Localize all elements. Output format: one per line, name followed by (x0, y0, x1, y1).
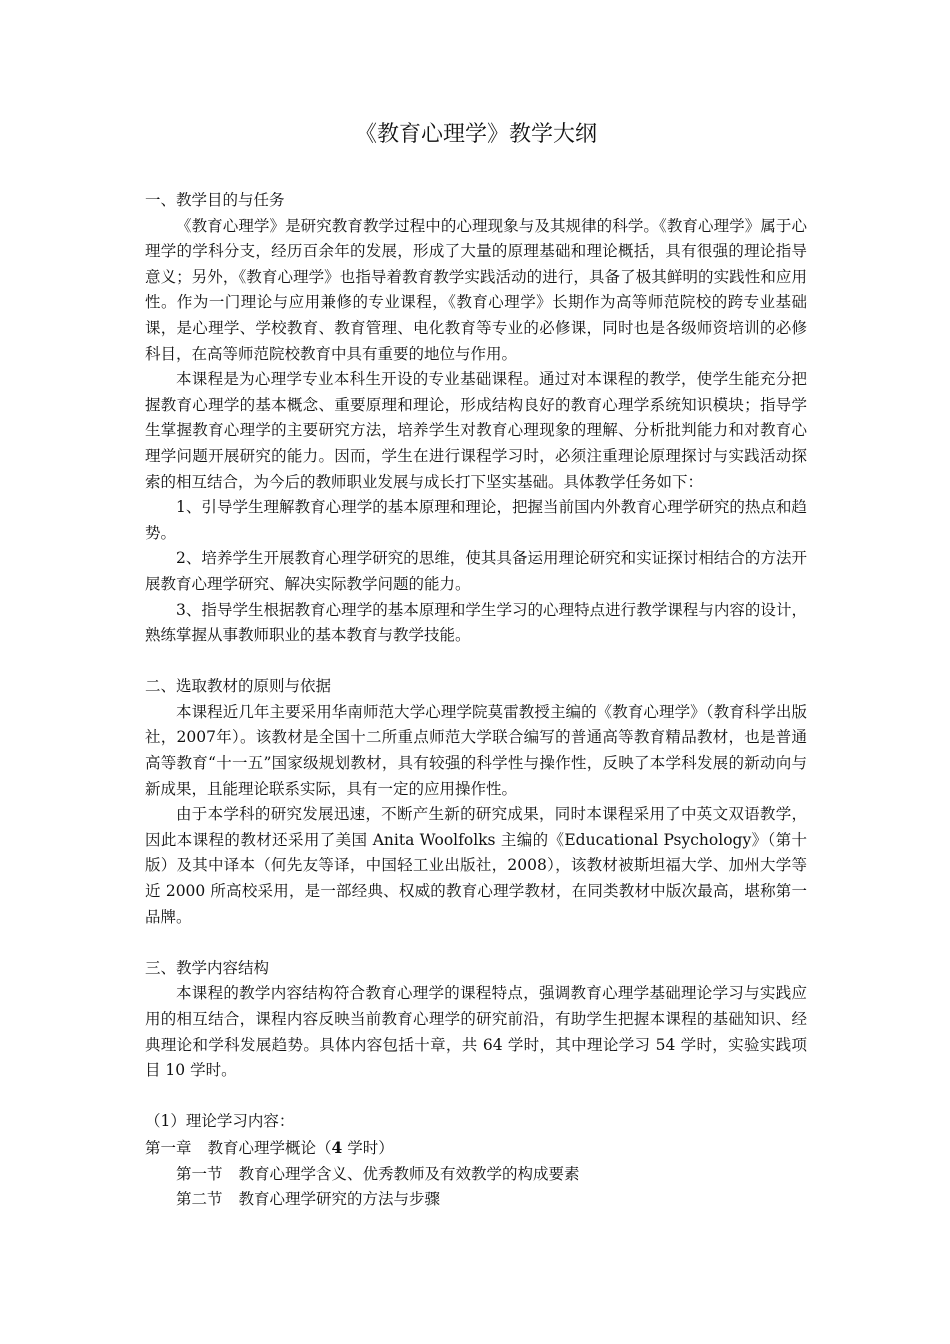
paragraph: 由于本学科的研究发展迅速，不断产生新的研究成果，同时本课程采用了中英文双语教学，因此本课程的教材还采用了美国 Anita Woolfolks 主编的《Educational Psychology》（第十版）及其中译本（何先友等译，中国轻工业出版社，2008），该教材被斯坦福大学、加州大学等近 2000 所高校采用，是一部经典、权威的教育心理学教材，在同类教材中版次最高，堪称第一品牌。 (145, 805, 807, 926)
paragraph: 本课程近几年主要采用华南师范大学心理学院莫雷教授主编的《教育心理学》（教育科学出版社，2007年）。该教材是全国十二所重点师范大学联合编写的普通高等教育精品教材，也是普通高等教育“十一五”国家级规划教材，具有较强的科学性与操作性，反映了本学科发展的新动向与新成果，且能理论联系实际，具有一定的应用操作性。 (145, 702, 807, 798)
section-teaching-purpose (145, 188, 807, 649)
paragraph: 《教育心理学》是研究教育教学过程中的心理现象与及其规律的科学。《教育心理学》属于心理学的学科分支，经历百余年的发展，形成了大量的原理基础和理论概括，具有很强的理论指导意义；另外，《教育心理学》也指导着教育教学实践活动的进行，具备了极其鲜明的实践性和应用性。作为一门理论与应用兼修的专业课程，《教育心理学》长期作为高等师范院校的跨专业基础课，是心理学、学校教育、教育管理、电化教育等专业的必修课，同时也是各级师资培训的必修科目，在高等师范院校教育中具有重要的地位与作用。 (145, 216, 807, 363)
course-outline (145, 1109, 807, 1212)
section-heading: 二、选取教材的原则与依据 (145, 677, 332, 696)
chapter-heading (145, 1135, 807, 1162)
spacer (145, 1084, 807, 1110)
chapter-title-suffix: 学时） (342, 1138, 394, 1157)
outline-section-item (145, 1187, 807, 1213)
spacer (145, 649, 807, 675)
section-content-structure (145, 956, 807, 1084)
outline-section-item (145, 1162, 807, 1188)
page-title: 《教育心理学》教学大纲 (354, 122, 597, 147)
chapter-hours: 4 (331, 1137, 343, 1157)
section-textbook-selection (145, 674, 807, 930)
document-page (145, 118, 807, 1213)
list-item: 3、指导学生根据教育心理学的基本原理和学生学习的心理特点进行教学课程与内容的设计，熟练掌握从事教师职业的基本教育与教学技能。 (145, 600, 807, 645)
section-label: 第二节 (176, 1190, 223, 1209)
list-item: 1、引导学生理解教育心理学的基本原理和理论，把握当前国内外教育心理学研究的热点和趋势。 (145, 498, 807, 542)
list-item: 2、培养学生开展教育心理学研究的思维，使其具备运用理论研究和实证探讨相结合的方法开展教育心理学研究、解决实际教学问题的能力。 (145, 549, 807, 593)
spacer (145, 930, 807, 956)
chapter-label: 第一章 (145, 1138, 192, 1157)
outline-subheading: （1）理论学习内容： (145, 1112, 295, 1131)
section-heading: 一、教学目的与任务 (145, 191, 285, 209)
section-label: 第一节 (176, 1164, 223, 1183)
section-heading: 三、教学内容结构 (145, 958, 270, 977)
section-title: 教育心理学研究的方法与步骤 (238, 1190, 441, 1209)
chapter-title-prefix: 教育心理学概论（ (207, 1138, 332, 1157)
section-title: 教育心理学含义、优秀教师及有效教学的构成要素 (238, 1164, 580, 1183)
paragraph: 本课程是为心理学专业本科生开设的专业基础课程。通过对本课程的教学，使学生能充分把握教育心理学的基本概念、重要原理和理论，形成结构良好的教育心理学系统知识模块；指导学生掌握教育心理学的主要研究方法，培养学生对教育心理现象的理解、分析批判能力和对教育心理学问题开展研究的能力。因而，学生在进行课程学习时，必须注重理论原理探讨与实践活动探索的相互结合，为今后的教师职业发展与成长打下坚实基础。具体教学任务如下： (145, 370, 807, 491)
paragraph: 本课程的教学内容结构符合教育心理学的课程特点，强调教育心理学基础理论学习与实践应用的相互结合，课程内容反映当前教育心理学的研究前沿，有助学生把握本课程的基础知识、经典理论和学科发展趋势。具体内容包括十章，共 64 学时，其中理论学习 54 学时，实验实践项目 10 学时。 (145, 984, 807, 1080)
